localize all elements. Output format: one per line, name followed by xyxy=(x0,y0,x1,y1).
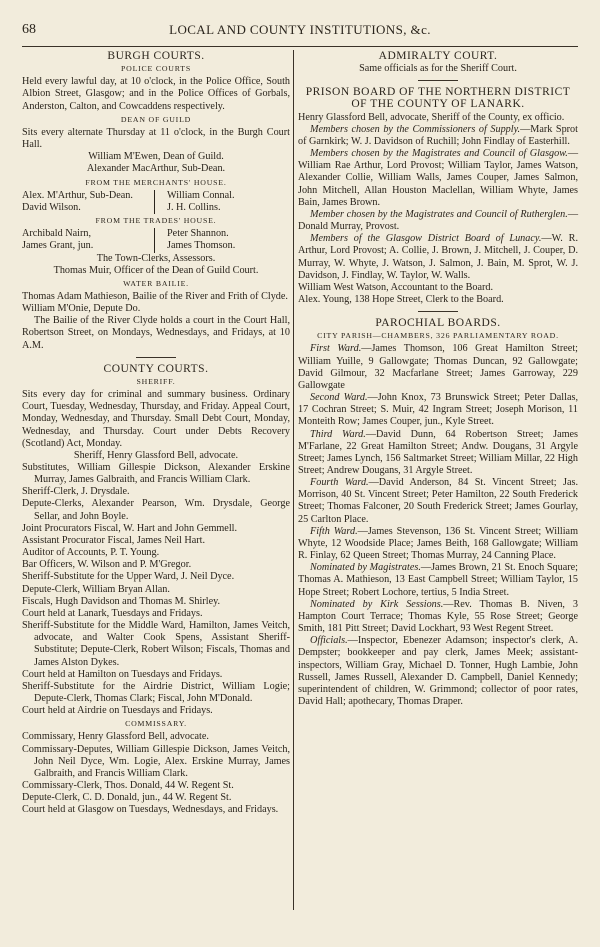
assessors-line: The Town-Clerks, Assessors. xyxy=(96,252,216,264)
prison-board-entry: Henry Glassford Bell, advocate, Sheriff of the County, ex officio. xyxy=(298,111,565,123)
ward-text: —Rev. Thomas B. Niven, 3 Hampton Court Terrace; Thomas Kyle, 55 Rose Street; George Smith, 181 Pitt Street; David Lockhart, 93 West Regent Street. xyxy=(298,598,579,635)
prison-board-entry xyxy=(298,124,578,148)
ward-entry xyxy=(298,477,578,526)
merchants-row xyxy=(22,202,290,214)
ward-entry xyxy=(298,635,578,708)
entry-label: Member chosen by the Magistrates and Council of Rutherglen. xyxy=(310,208,568,220)
ward-entry xyxy=(298,343,578,392)
sheriff-entry: Assistant Procurator Fiscal, James Neil Hart. xyxy=(22,534,206,546)
sheriff-entry: Sheriff-Substitute for the Airdrie District, William Logie; Depute-Clerk, Thomas Clark; Fiscal, John M'Donald. xyxy=(22,680,290,704)
merchant-name: David Wilson. xyxy=(22,201,81,213)
dean-of-guild-name: William M'Ewen, Dean of Guild. xyxy=(88,151,224,163)
ward-entry xyxy=(298,429,578,478)
ward-text: —John Knox, 73 Brunswick Street; Peter Dallas, 17 Cochran Street; S. Muir, 42 Ingram Street; Joseph Morison, 11 Monteith Row; James Couper, jun., Kyle Street. xyxy=(298,392,578,428)
admiralty-court-heading: ADMIRALTY COURT. xyxy=(378,50,498,62)
sheriff-entry: Fiscals, Hugh Davidson and Thomas M. Shirley. xyxy=(22,595,221,607)
merchant-name: J. H. Collins. xyxy=(154,202,221,214)
commissary-entry: Commissary-Deputes, William Gillespie Dickson, James Veitch, John Neil Dyce, Wm. Logie, Alex. Erskine Murray, James Galbraith, and Francis William Clark. xyxy=(22,743,290,779)
sheriff-entry: Court held at Airdrie on Tuesdays and Fridays. xyxy=(22,705,213,717)
prison-board-heading: PRISON BOARD OF THE NORTHERN DISTRICT OF THE COUNTY OF LANARK. xyxy=(305,86,571,111)
ward-label: Fifth Ward. xyxy=(310,525,358,537)
commissary-subheading: COMMISSARY. xyxy=(125,719,187,729)
burgh-courts-heading: BURGH COURTS. xyxy=(107,50,205,62)
ward-text: —James Thomson, 106 Great Hamilton Street; William Yuille, 9 Gallowgate; Thomas Duncan, 92 Gallowgate; David Gilmour, 32 Macfarlane Street; James Garroway, 229 Gallowgate xyxy=(298,343,578,391)
entry-label: Members of the Glasgow District Board of Lunacy. xyxy=(310,233,542,245)
entry-text: —Donald Murray, Provost. xyxy=(298,208,578,233)
trades-name: Peter Shannon. xyxy=(154,228,229,240)
prison-board-entry xyxy=(298,148,578,209)
commissary-entry: Commissary-Clerk, Thos. Donald, 44 W. Regent St. xyxy=(22,780,234,792)
section-rule xyxy=(136,357,176,358)
entry-text: —Mark Sprot of Garnkirk; W. J. Davidson of Ruchill; John Findlay of Easterhill. xyxy=(298,123,578,147)
left-column xyxy=(22,48,290,817)
ward-text: —James Brown, 21 St. Enoch Square; Thomas A. Mathieson, 13 East Campbell Street; William Taylor, 15 Hope Street; Robert Lochore, tertius, 5 India Street. xyxy=(298,562,578,598)
trades-house-subheading: FROM THE TRADES' HOUSE. xyxy=(95,216,217,226)
ward-text: —Inspector, Ebenezer Adamson; inspector's clerk, A. Dempster; bookkeeper and pay clerk, James Meek; assistant-inspectors, William Gray, Michael D. Tonner, Hugh Lambie, John Russell, James Russell, Alexander D. Campbell, Daniel Kennedy; superintendent of children, W. Grimmond; collector of poor rates, David Hall; apothecary, Thomas Draper. xyxy=(298,635,578,707)
section-rule xyxy=(418,80,458,81)
trades-name: James Grant, jun. xyxy=(22,240,94,252)
ward-text: —David Dunn, 64 Robertson Street; James M'Farlane, 22 Great Hamilton Street; Andw. Dougans, 31 Argyle Street; James Lynch, 156 Saltmarket Street; William Millar, 22 High Street; Andrew Dougans, 31 Argyle Street. xyxy=(298,428,578,476)
police-courts-text: Held every lawful day, at 10 o'clock, in the Police Office, South Albion Street, Glasgow; and in the Police Offices of Gorbals, Anderston, Calton, and Cowcaddens respectively. xyxy=(22,76,290,112)
admiralty-court-text: Same officials as for the Sheriff Court. xyxy=(359,63,517,75)
right-column xyxy=(298,48,578,708)
dean-of-guild-text: Sits every alternate Thursday at 11 o'clock, in the Burgh Court Hall. xyxy=(22,126,290,151)
ward-entry xyxy=(298,599,578,635)
merchant-name: William Connal. xyxy=(154,190,235,202)
ward-label: Officials. xyxy=(310,635,348,647)
water-bailie-line: Thomas Adam Mathieson, Bailie of the River and Frith of Clyde. xyxy=(22,290,288,302)
ward-label: Second Ward. xyxy=(310,392,368,404)
ward-text: —James Stevenson, 136 St. Vincent Street; William Whyte, 12 Woodside Place; James Beith, 168 Gallowgate; William R. Finlay, 62 Queen Street; Thomas Murray, 24 Canning Place. xyxy=(298,525,579,562)
sheriff-entry: Court held at Hamilton on Tuesdays and Fridays. xyxy=(22,668,223,680)
trades-name: James Thomson. xyxy=(154,240,235,252)
ward-label: First Ward. xyxy=(310,343,362,355)
sheriff-entry: Sheriff-Substitute for the Upper Ward, J. Neil Dyce. xyxy=(22,571,235,583)
ward-entry xyxy=(298,392,578,428)
merchants-row xyxy=(22,190,290,202)
sheriff-entry: Substitutes, William Gillespie Dickson, Alexander Erskine Murray, James Galbraith, and Francis William Clark. xyxy=(22,462,290,486)
header-rule xyxy=(22,46,578,47)
water-depute-line: William M'Onie, Depute Do. xyxy=(22,303,141,315)
ward-entry xyxy=(298,562,578,598)
trades-row xyxy=(22,240,290,252)
merchant-name: Alex. M'Arthur, Sub-Dean. xyxy=(22,189,133,201)
sub-dean-name: Alexander MacArthur, Sub-Dean. xyxy=(86,163,226,175)
sheriff-entry: Depute-Clerks, Alexander Pearson, Wm. Drysdale, George Sellar, and John Boyle. xyxy=(22,498,290,522)
entry-label: Members chosen by the Magistrates and Council of Glasgow. xyxy=(310,148,568,160)
sheriff-text: Sits every day for criminal and summary business. Ordinary Court, Tuesday, Wednesday, Thursday, and Friday. Appeal Court, Monday, Wednesday, and Thursday. Small Debt Court, Monday, Wednesday, and Thursday. Court under Debts Recovery (Scotland) Act, Monday. xyxy=(22,389,290,449)
sheriff-entry: Sheriff-Clerk, J. Drysdale. xyxy=(22,486,130,498)
officer-line: Thomas Muir, Officer of the Dean of Guild Court. xyxy=(53,264,259,276)
water-bailie-subheading: WATER BAILIE. xyxy=(123,278,189,288)
sheriff-entry: Sheriff-Substitute for the Middle Ward, Hamilton, James Veitch, advocate, and Walter Cook Spens, Assistant Sheriff-Substitute; Depute-Clerk, Robert Wilson; Fiscals, Thomas and James Alston Dykes. xyxy=(22,620,290,668)
ward-label: Third Ward. xyxy=(310,428,366,440)
commissary-entry: Depute-Clerk, C. D. Donald, jun., 44 W. Regent St. xyxy=(22,792,232,804)
dean-of-guild-subheading: DEAN OF GUILD xyxy=(120,114,192,124)
parochial-boards-heading: PAROCHIAL BOARDS. xyxy=(375,317,501,330)
merchants-house-subheading: FROM THE MERCHANTS' HOUSE. xyxy=(85,177,227,187)
sheriff-name: Sheriff, Henry Glassford Bell, advocate. xyxy=(73,449,239,461)
sheriff-entry: Joint Procurators Fiscal, W. Hart and John Gemmell. xyxy=(22,522,238,534)
city-parish-subheading: CITY PARISH—CHAMBERS, 326 PARLIAMENTARY ROAD. xyxy=(317,331,559,341)
ward-label: Fourth Ward. xyxy=(310,477,369,489)
page-number: 68 xyxy=(22,22,36,37)
prison-board-entry xyxy=(298,209,578,233)
sheriff-entry: Bar Officers, W. Wilson and P. M'Gregor. xyxy=(22,559,192,571)
column-divider xyxy=(293,50,294,910)
police-courts-subheading: POLICE COURTS xyxy=(121,64,191,74)
ward-label: Nominated by Kirk Sessions. xyxy=(310,598,444,610)
entry-text: —William Rae Arthur, Lord Provost; William Taylor, James Watson, Alexander Collie, William Walls, James Couper, James Salmon, John Mitchell, Allan Houston Maclellan, William Whyte, James Bain, James Brown. xyxy=(298,148,578,208)
water-court-text: The Bailie of the River Clyde holds a court in the Court Hall, Robertson Street, on Mondays, Wednesdays, and Fridays, at 10 A.M. xyxy=(22,315,290,351)
ward-text: —David Anderson, 84 St. Vincent Street; Jas. Morrison, 40 St. Vincent Street; Peter Hamilton, 22 South Frederick Street; Thomas Falconer, 20 South Frederick Street; James Gourlay, 25 Carlton Place. xyxy=(298,477,579,525)
sheriff-entry: Court held at Lanark, Tuesdays and Fridays. xyxy=(22,607,203,619)
commissary-entry: Commissary, Henry Glassford Bell, advocate. xyxy=(22,731,209,743)
trades-row xyxy=(22,228,290,240)
prison-board-entry: Alex. Young, 138 Hope Street, Clerk to the Board. xyxy=(298,293,504,305)
prison-board-entry xyxy=(298,233,578,282)
section-rule xyxy=(418,311,458,312)
ward-entry xyxy=(298,526,578,562)
county-courts-heading: COUNTY COURTS. xyxy=(103,362,209,375)
ward-label: Nominated by Magistrates. xyxy=(310,562,421,574)
commissary-entry: Court held at Glasgow on Tuesdays, Wednesdays, and Fridays. xyxy=(22,804,279,816)
trades-name: Archibald Nairn, xyxy=(22,228,92,240)
sheriff-entry: Depute-Clerk, William Bryan Allan. xyxy=(22,583,170,595)
entry-text: —W. R. Arthur, Lord Provost; A. Collie, J. Brown, J. Mitchell, J. Couper, D. Murray, W. Whyte, J. Watson, J. Salmon, J. Bain, M. Sprot, W. J. Davidson, J. Findlay, W. Taylor, W. Walls. xyxy=(298,233,578,281)
entry-label: Members chosen by the Commissioners of Supply. xyxy=(310,123,521,135)
prison-board-entry: William West Watson, Accountant to the Board. xyxy=(298,281,494,293)
running-head xyxy=(22,22,578,42)
running-title: LOCAL AND COUNTY INSTITUTIONS, &c. xyxy=(169,22,431,37)
sheriff-subheading: SHERIFF. xyxy=(136,376,176,386)
sheriff-entry: Auditor of Accounts, P. T. Young. xyxy=(22,547,160,559)
